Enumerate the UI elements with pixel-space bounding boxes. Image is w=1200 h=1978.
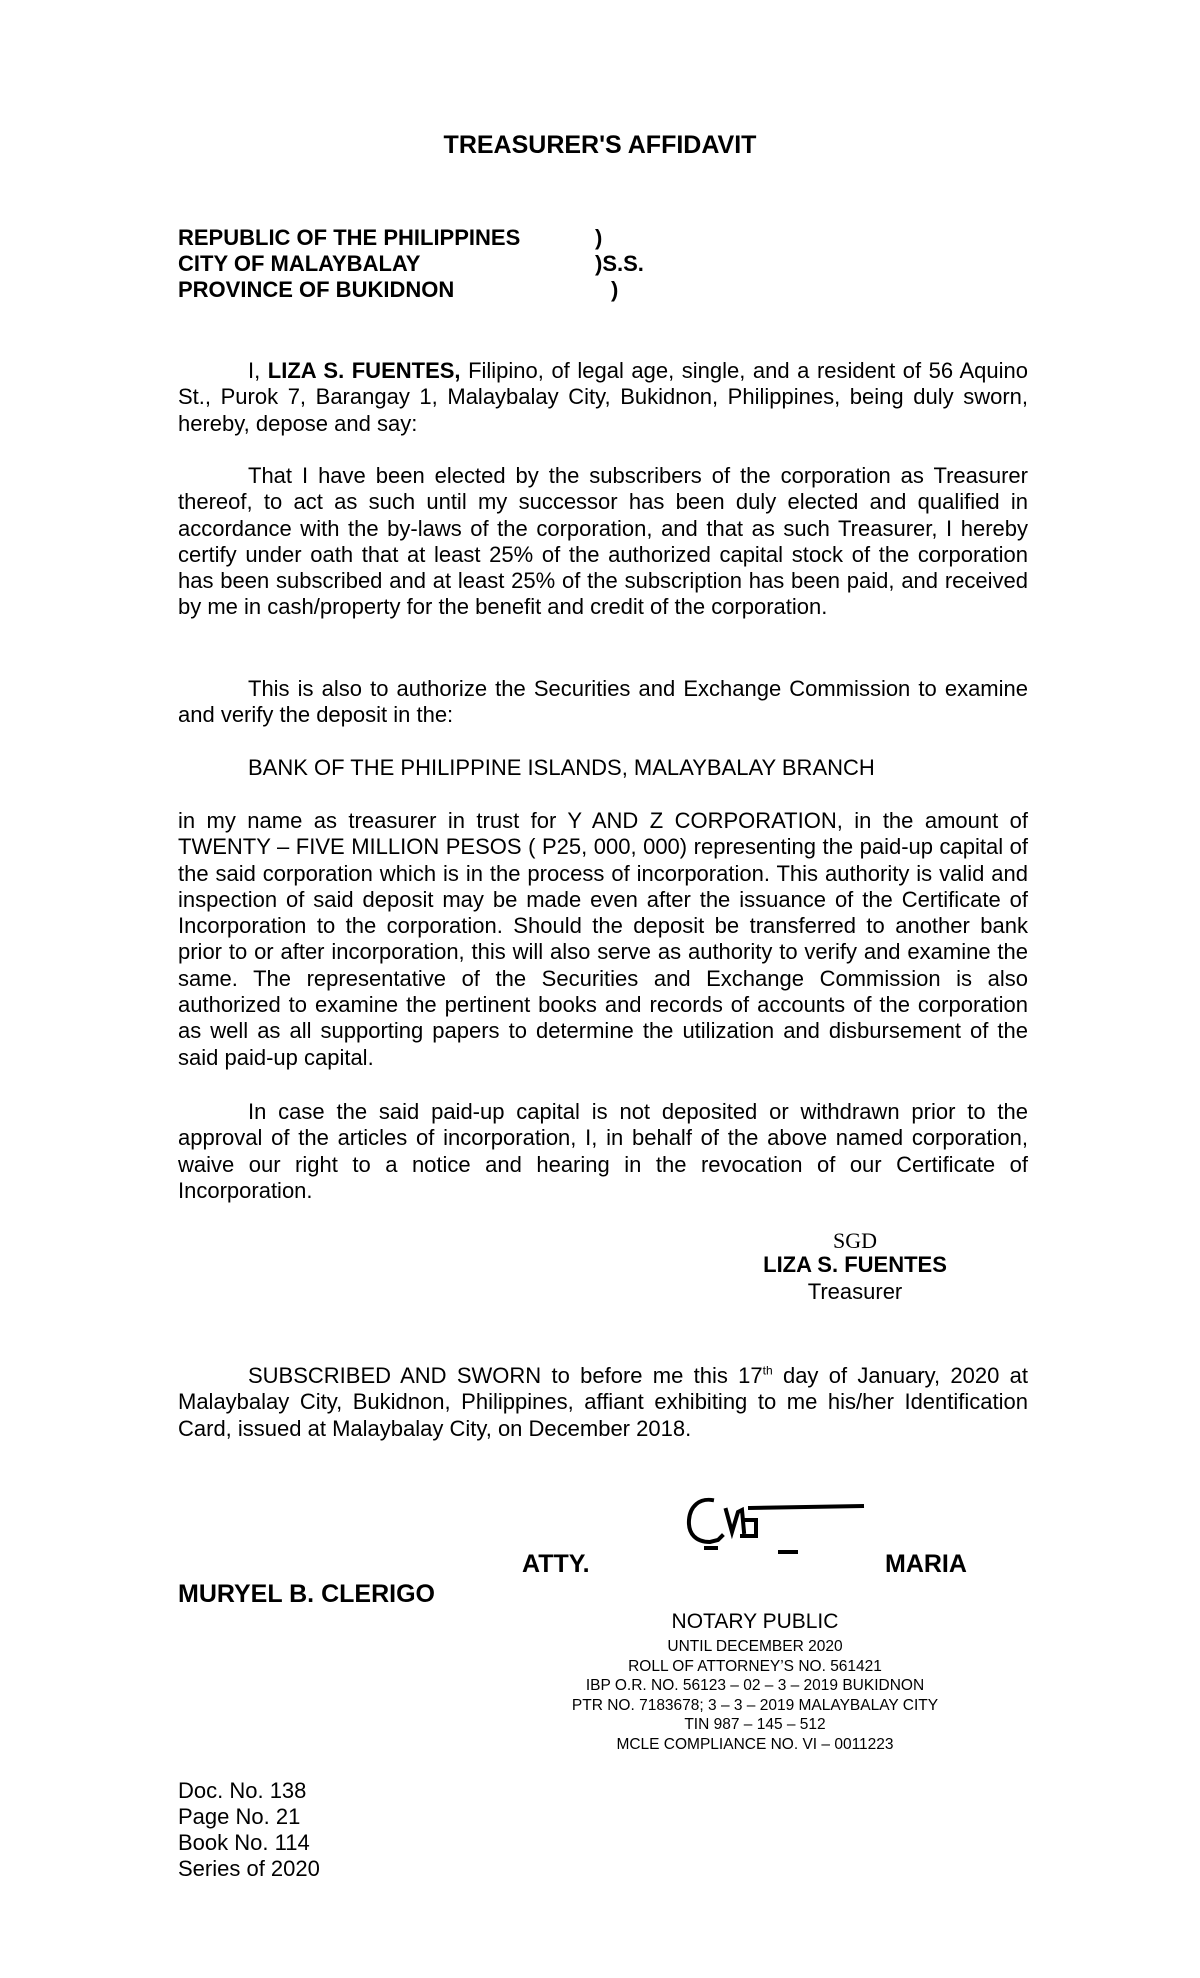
notary-commission: UNTIL DECEMBER 2020: [667, 1638, 843, 1655]
treasurer-paragraph: That I have been elected by the subscribers of the corporation as Treasurer thereof, to act as such until my successor has been duly elected and qualified in accordance with the by-laws of the corporation, and that as such Treasurer, I hereby certify under oath that at least 25% of the authorized capital stock of the corporation has been subscribed and at least 25% of the subscription has been paid, and received by me in cash/property for the benefit and credit of the corporation.: [178, 463, 1028, 620]
notary-roll-number: ROLL OF ATTORNEY’S NO. 561421: [628, 1657, 882, 1675]
notary-ptr-number: PTR NO. 7183678; 3 – 3 – 2019 MALAYBALAY CITY: [571, 1696, 939, 1714]
intro-paragraph: [178, 358, 1028, 437]
document-title: TREASURER'S AFFIDAVIT: [443, 131, 757, 159]
notary-signature-image: [682, 1492, 866, 1562]
affiant-title: Treasurer: [807, 1279, 903, 1304]
authorize-paragraph: This is also to authorize the Securities and Exchange Commission to examine and verify the deposit in the:: [178, 676, 1028, 728]
venue-province: PROVINCE OF BUKIDNON: [178, 277, 455, 302]
intro-prefix: I,: [248, 358, 268, 383]
intro-text: Filipino, of legal age, single, and a resident of 56 Aquino St., Purok 7, Barangay 1, Malaybalay City, Bukidnon, Philippines, being duly sworn, hereby, depose and say:: [178, 358, 1028, 436]
jurat-superscript: th: [762, 1363, 773, 1378]
notary-first-name: MARIA: [885, 1550, 967, 1578]
series-year: Series of 2020: [178, 1856, 320, 1881]
affiant-signature-name: LIZA S. FUENTES: [763, 1252, 947, 1277]
jurat-before: SUBSCRIBED AND SWORN to before me this 17: [248, 1363, 763, 1388]
trust-paragraph: in my name as treasurer in trust for Y AND Z CORPORATION, in the amount of TWENTY – FIVE MILLION PESOS ( P25, 000, 000) representing the paid-up capital of the said corporation which is in the process of incorporation. This authority is valid and inspection of said deposit may be made even after the issuance of the Certificate of Incorporation to the corporation. Should the deposit be transferred to another bank prior to or after incorporation, this will also serve as authority to verify and examine the same. The representative of the Securities and Exchange Commission is also authorized to examine the pertinent books and records of accounts of the corporation as well as all supporting papers to determine the utilization and disbursement of the said paid-up capital.: [178, 808, 1028, 1070]
venue-bracket-top: ): [595, 225, 603, 250]
notary-public-title: NOTARY PUBLIC: [671, 1610, 839, 1633]
venue-ss-mark: )S.S.: [595, 251, 644, 276]
jurat-paragraph: [178, 1363, 1028, 1442]
notary-mcle: MCLE COMPLIANCE NO. VI – 0011223: [616, 1735, 894, 1753]
affiant-name-inline: LIZA S. FUENTES,: [267, 358, 461, 383]
doc-number: Doc. No. 138: [178, 1778, 307, 1803]
notary-tin: TIN 987 – 145 – 512: [684, 1716, 826, 1734]
jurat-after: day of January, 2020 at Malaybalay City, Bukidnon, Philippines, affiant exhibiting to me his/her Identification Card, issued at Malaybalay City, on December 2018.: [178, 1363, 1028, 1441]
venue-city: CITY OF MALAYBALAY: [178, 251, 421, 276]
waive-paragraph: In case the said paid-up capital is not deposited or withdrawn prior to the approval of the articles of incorporation, I, in behalf of the above named corporation, waive our right to a notice and hearing in the revocation of our Certificate of Incorporation.: [178, 1099, 1028, 1203]
bank-line: BANK OF THE PHILIPPINE ISLANDS, MALAYBALAY BRANCH: [248, 755, 875, 780]
book-number: Book No. 114: [178, 1830, 310, 1855]
venue-republic: REPUBLIC OF THE PHILIPPINES: [178, 225, 521, 250]
notary-ibp-number: IBP O.R. NO. 56123 – 02 – 3 – 2019 BUKIDNON: [585, 1677, 925, 1695]
page-number: Page No. 21: [178, 1804, 301, 1829]
venue-bracket-bottom: ): [611, 277, 619, 302]
notary-prefix: ATTY.: [522, 1550, 590, 1578]
notary-details: [455, 1637, 1055, 1755]
notary-last-name: MURYEL B. CLERIGO: [178, 1580, 435, 1608]
signed-mark: SGD: [832, 1228, 877, 1253]
